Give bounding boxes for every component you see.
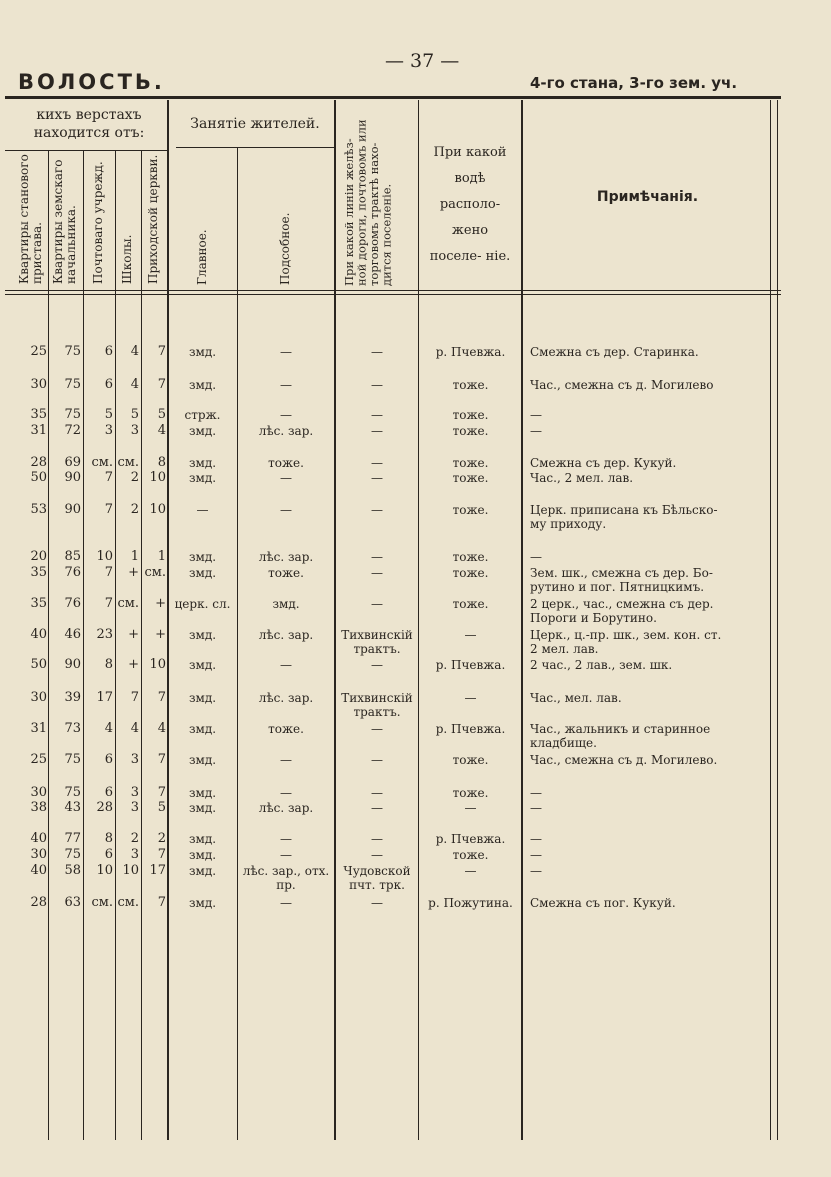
table-cell-note: — bbox=[530, 848, 542, 862]
col-line bbox=[141, 150, 142, 1140]
table-cell-main: церк. сл. bbox=[174, 597, 231, 611]
header-road: При какой линіи желѣз- ной дороги, почтовомъ или торговомъ трактѣ нахо- дится поселеніе. bbox=[342, 119, 394, 286]
header-church: Приходской церкви. bbox=[146, 154, 160, 284]
table-cell-c3: 17 bbox=[96, 690, 113, 705]
header-post: Почтоваго учрежд. bbox=[91, 161, 105, 284]
table-cell-water: — bbox=[464, 628, 477, 642]
table-cell-c3: 7 bbox=[104, 565, 113, 580]
table-cell-note: — bbox=[530, 864, 542, 878]
table-cell-c2: 63 bbox=[64, 895, 81, 910]
table-cell-note: Час., смежна съ д. Могилево bbox=[530, 378, 714, 392]
table-cell-c1: 53 bbox=[30, 502, 47, 517]
table-cell-c1: 50 bbox=[30, 657, 47, 672]
table-cell-water: тоже. bbox=[452, 456, 489, 470]
page-section-title: ВОЛОСТЬ. bbox=[18, 70, 165, 94]
table-cell-c4: 2 bbox=[130, 831, 139, 846]
table-cell-road: — bbox=[371, 378, 383, 392]
table-top-rule bbox=[5, 96, 781, 99]
table-cell-c1: 28 bbox=[30, 895, 47, 910]
table-cell-c1: 35 bbox=[30, 565, 47, 580]
table-cell-c4: + bbox=[128, 657, 139, 672]
table-cell-c3: см. bbox=[91, 455, 113, 470]
table-cell-c5: 7 bbox=[157, 344, 166, 359]
table-cell-road: — bbox=[371, 424, 383, 438]
col-line bbox=[115, 150, 116, 1140]
table-cell-c4: 10 bbox=[122, 863, 139, 878]
header-bottom-rule-2 bbox=[5, 294, 781, 295]
table-cell-sec: — bbox=[280, 658, 292, 672]
table-cell-water: р. Пчевжа. bbox=[435, 722, 506, 736]
table-cell-c3: 7 bbox=[104, 470, 113, 485]
header-water: При какой водѣ располо- жено поселе- ніе. bbox=[429, 145, 511, 264]
table-cell-c5: 7 bbox=[157, 847, 166, 862]
table-cell-sec: — bbox=[280, 753, 292, 767]
page-number: — 37 — bbox=[385, 50, 460, 72]
table-cell-road: — bbox=[371, 408, 383, 422]
table-cell-c2: 58 bbox=[64, 863, 81, 878]
table-cell-c4: 3 bbox=[130, 752, 139, 767]
table-cell-note: — bbox=[530, 550, 542, 564]
table-cell-note: Смежна съ пог. Кукуй. bbox=[530, 896, 676, 910]
header-occupation-group: Занятіе жителей. bbox=[190, 116, 320, 132]
table-cell-c3: 28 bbox=[96, 800, 113, 815]
header-distance-group: кихъ верстахъ находится отъ: bbox=[33, 107, 145, 141]
table-cell-sec: — bbox=[280, 832, 292, 846]
table-cell-c2: 43 bbox=[64, 800, 81, 815]
col-line bbox=[83, 150, 84, 1140]
table-cell-note: Час., 2 мел. лав. bbox=[530, 471, 634, 485]
table-cell-main: змд. bbox=[188, 832, 217, 846]
table-cell-c2: 73 bbox=[64, 721, 81, 736]
table-cell-c1: 35 bbox=[30, 596, 47, 611]
table-cell-c4: 3 bbox=[130, 847, 139, 862]
table-cell-c4: см. bbox=[117, 455, 139, 470]
table-cell-c5: 2 bbox=[157, 831, 166, 846]
table-cell-c1: 40 bbox=[30, 863, 47, 878]
table-cell-sec: тоже. bbox=[268, 456, 304, 470]
table-cell-c3: 6 bbox=[104, 752, 113, 767]
table-cell-main: змд. bbox=[188, 786, 217, 800]
table-cell-c2: 69 bbox=[64, 455, 81, 470]
occupation-group-rule bbox=[176, 147, 334, 148]
col-line bbox=[237, 148, 238, 1140]
table-cell-c4: 7 bbox=[130, 690, 139, 705]
table-cell-c4: 3 bbox=[130, 423, 139, 438]
table-cell-c2: 46 bbox=[64, 627, 81, 642]
table-cell-sec: тоже. bbox=[268, 722, 304, 736]
table-cell-c5: 8 bbox=[157, 455, 166, 470]
table-cell-main: змд. bbox=[188, 456, 217, 470]
table-cell-main: змд. bbox=[188, 722, 217, 736]
table-cell-sec: — bbox=[280, 896, 292, 910]
table-cell-note: 2 час., 2 лав., зем. шк. bbox=[530, 658, 673, 672]
header-notes: Примѣчанія. bbox=[596, 189, 699, 205]
table-cell-c5: 7 bbox=[157, 752, 166, 767]
table-cell-c5: + bbox=[155, 627, 166, 642]
table-cell-c3: 6 bbox=[104, 785, 113, 800]
col-line bbox=[48, 150, 49, 1140]
table-cell-c3: 10 bbox=[96, 863, 113, 878]
table-cell-c4: см. bbox=[117, 895, 139, 910]
table-cell-sec: — bbox=[280, 503, 292, 517]
table-cell-c2: 90 bbox=[64, 470, 81, 485]
header-main: Главное. bbox=[195, 229, 209, 285]
distance-group-rule bbox=[5, 150, 167, 151]
table-cell-c1: 30 bbox=[30, 377, 47, 392]
header-stanovoy: Квартиры станового пристава. bbox=[17, 154, 44, 284]
table-cell-road: — bbox=[371, 550, 383, 564]
table-cell-c4: + bbox=[128, 627, 139, 642]
table-cell-note: Зем. шк., смежна съ дер. Бо- рутино и пог. Пятницкимъ. bbox=[530, 566, 713, 594]
table-cell-c2: 75 bbox=[64, 344, 81, 359]
table-cell-road: — bbox=[371, 566, 383, 580]
table-cell-main: стрж. bbox=[184, 408, 221, 422]
table-cell-sec: — bbox=[280, 408, 292, 422]
table-cell-note: — bbox=[530, 408, 542, 422]
table-cell-water: р. Пожутина. bbox=[428, 896, 513, 910]
table-cell-c5: 1 bbox=[157, 549, 166, 564]
table-cell-water: — bbox=[464, 691, 477, 705]
table-cell-c3: 3 bbox=[104, 423, 113, 438]
table-cell-sec: лѣс. зар. bbox=[258, 691, 314, 705]
table-cell-road: — bbox=[371, 456, 383, 470]
table-cell-main: змд. bbox=[188, 848, 217, 862]
table-cell-c5: 10 bbox=[149, 470, 166, 485]
col-line bbox=[770, 100, 771, 1140]
table-cell-road: — bbox=[371, 848, 383, 862]
table-cell-note: Церк., ц.-пр. шк., зем. кон. ст. 2 мел. лав. bbox=[530, 628, 722, 656]
table-cell-water: тоже. bbox=[452, 848, 489, 862]
table-cell-c5: 7 bbox=[157, 377, 166, 392]
table-cell-c3: 7 bbox=[104, 502, 113, 517]
table-cell-c2: 76 bbox=[64, 565, 81, 580]
table-cell-c3: 6 bbox=[104, 847, 113, 862]
table-cell-note: Церк. приписана къ Бѣльско- му приходу. bbox=[530, 503, 718, 531]
table-cell-note: — bbox=[530, 832, 542, 846]
col-line bbox=[167, 100, 169, 1140]
table-cell-main: змд. bbox=[188, 753, 217, 767]
table-cell-road: — bbox=[371, 503, 383, 517]
table-cell-c5: 7 bbox=[157, 895, 166, 910]
table-cell-c2: 85 bbox=[64, 549, 81, 564]
table-cell-main: змд. bbox=[188, 550, 217, 564]
table-cell-main: — bbox=[196, 503, 209, 517]
table-cell-c2: 90 bbox=[64, 657, 81, 672]
table-cell-sec: змд. bbox=[272, 597, 300, 611]
table-cell-road: — bbox=[371, 658, 383, 672]
page-district-title: 4-го стана, 3-го зем. уч. bbox=[530, 74, 738, 92]
table-cell-road: — bbox=[371, 753, 383, 767]
table-cell-c2: 72 bbox=[64, 423, 81, 438]
table-cell-note: Час., жальникъ и старинное кладбище. bbox=[530, 722, 711, 750]
table-cell-main: змд. bbox=[188, 864, 217, 878]
table-cell-water: — bbox=[464, 864, 477, 878]
table-cell-c2: 75 bbox=[64, 785, 81, 800]
table-cell-c3: 23 bbox=[96, 627, 113, 642]
col-line bbox=[418, 100, 419, 1140]
table-cell-main: змд. bbox=[188, 566, 217, 580]
col-line bbox=[334, 100, 336, 1140]
table-cell-c4: + bbox=[128, 565, 139, 580]
table-cell-note: Час., смежна съ д. Могилево. bbox=[530, 753, 718, 767]
table-cell-water: тоже. bbox=[452, 408, 489, 422]
table-cell-water: тоже. bbox=[452, 753, 489, 767]
table-cell-c1: 31 bbox=[30, 721, 47, 736]
table-cell-c4: 1 bbox=[130, 549, 139, 564]
table-cell-c3: 6 bbox=[104, 377, 113, 392]
table-cell-c4: 2 bbox=[130, 470, 139, 485]
table-cell-c5: 10 bbox=[149, 502, 166, 517]
table-cell-c2: 77 bbox=[64, 831, 81, 846]
table-cell-road: Тихвинскій трактъ. bbox=[341, 628, 413, 656]
table-cell-c2: 75 bbox=[64, 377, 81, 392]
table-cell-c1: 30 bbox=[30, 690, 47, 705]
table-cell-c2: 39 bbox=[64, 690, 81, 705]
table-cell-sec: лѣс. зар. bbox=[258, 628, 314, 642]
table-cell-road: — bbox=[371, 471, 383, 485]
table-cell-c3: 10 bbox=[96, 549, 113, 564]
table-cell-water: тоже. bbox=[452, 378, 489, 392]
table-cell-c4: 5 bbox=[130, 407, 139, 422]
table-cell-road: Чудовской пчт. трк. bbox=[343, 864, 411, 892]
table-cell-road: — bbox=[371, 597, 383, 611]
header-zemsky: Квартиры земскаго начальника. bbox=[51, 159, 78, 284]
table-cell-c5: 5 bbox=[157, 407, 166, 422]
table-cell-road: — bbox=[371, 801, 383, 815]
table-cell-road: — bbox=[371, 832, 383, 846]
col-line bbox=[521, 100, 523, 1140]
table-cell-c1: 25 bbox=[30, 344, 47, 359]
table-cell-sec: тоже. bbox=[268, 566, 304, 580]
table-cell-c3: 7 bbox=[104, 596, 113, 611]
table-cell-c5: 7 bbox=[157, 785, 166, 800]
table-cell-c3: 8 bbox=[104, 831, 113, 846]
table-cell-road: Тихвинскій трактъ. bbox=[341, 691, 413, 719]
table-cell-main: змд. bbox=[188, 378, 217, 392]
table-cell-main: змд. bbox=[188, 628, 217, 642]
table-cell-water: тоже. bbox=[452, 786, 489, 800]
table-cell-c1: 50 bbox=[30, 470, 47, 485]
table-cell-sec: — bbox=[280, 786, 292, 800]
table-cell-sec: лѣс. зар. bbox=[258, 424, 314, 438]
table-cell-c5: 17 bbox=[149, 863, 166, 878]
table-cell-c4: 4 bbox=[130, 721, 139, 736]
table-cell-c1: 40 bbox=[30, 831, 47, 846]
table-cell-c2: 75 bbox=[64, 847, 81, 862]
col-line bbox=[777, 100, 778, 1140]
table-cell-note: Час., мел. лав. bbox=[530, 691, 622, 705]
table-cell-main: змд. bbox=[188, 345, 217, 359]
table-cell-c1: 30 bbox=[30, 847, 47, 862]
table-cell-road: — bbox=[371, 722, 383, 736]
table-cell-c3: 4 bbox=[104, 721, 113, 736]
table-cell-main: змд. bbox=[188, 896, 217, 910]
table-cell-c1: 38 bbox=[30, 800, 47, 815]
table-cell-main: змд. bbox=[188, 471, 217, 485]
table-cell-sec: лѣс. зар. bbox=[258, 801, 314, 815]
table-cell-main: змд. bbox=[188, 658, 217, 672]
table-cell-c5: 7 bbox=[157, 690, 166, 705]
table-cell-c1: 25 bbox=[30, 752, 47, 767]
table-cell-note: Смежна съ дер. Старинка. bbox=[530, 345, 699, 359]
table-cell-water: тоже. bbox=[452, 424, 489, 438]
table-cell-water: тоже. bbox=[452, 471, 489, 485]
table-cell-water: р. Пчевжа. bbox=[435, 658, 506, 672]
header-school: Школы. bbox=[120, 234, 134, 284]
table-cell-c4: 4 bbox=[130, 344, 139, 359]
table-cell-water: тоже. bbox=[452, 550, 489, 564]
table-cell-sec: лѣс. зар., отх. пр. bbox=[242, 864, 330, 892]
table-cell-c1: 40 bbox=[30, 627, 47, 642]
table-cell-c2: 76 bbox=[64, 596, 81, 611]
table-cell-c3: см. bbox=[91, 895, 113, 910]
header-secondary: Подсобное. bbox=[278, 212, 292, 285]
table-cell-water: — bbox=[464, 801, 477, 815]
table-cell-note: — bbox=[530, 424, 542, 438]
table-cell-c4: 4 bbox=[130, 377, 139, 392]
table-cell-c1: 35 bbox=[30, 407, 47, 422]
table-cell-water: р. Пчевжа. bbox=[435, 832, 506, 846]
table-cell-c1: 20 bbox=[30, 549, 47, 564]
table-cell-c5: 4 bbox=[157, 423, 166, 438]
table-cell-road: — bbox=[371, 896, 383, 910]
table-cell-c4: 2 bbox=[130, 502, 139, 517]
table-cell-c2: 75 bbox=[64, 752, 81, 767]
table-cell-c5: 4 bbox=[157, 721, 166, 736]
table-cell-main: змд. bbox=[188, 691, 217, 705]
table-cell-note: 2 церк., час., смежна съ дер. Пороги и Борутино. bbox=[530, 597, 714, 625]
table-cell-c1: 31 bbox=[30, 423, 47, 438]
table-cell-sec: — bbox=[280, 345, 292, 359]
table-cell-c5: см. bbox=[144, 565, 166, 580]
table-cell-water: тоже. bbox=[452, 597, 489, 611]
header-bottom-rule bbox=[5, 290, 781, 291]
table-cell-note: — bbox=[530, 786, 542, 800]
table-cell-c4: см. bbox=[117, 596, 139, 611]
table-cell-c5: 5 bbox=[157, 800, 166, 815]
table-cell-sec: — bbox=[280, 848, 292, 862]
table-cell-sec: — bbox=[280, 471, 292, 485]
table-cell-c1: 30 bbox=[30, 785, 47, 800]
table-cell-c1: 28 bbox=[30, 455, 47, 470]
table-cell-water: тоже. bbox=[452, 566, 489, 580]
table-cell-sec: лѣс. зар. bbox=[258, 550, 314, 564]
table-cell-main: змд. bbox=[188, 424, 217, 438]
table-cell-note: — bbox=[530, 801, 542, 815]
table-cell-sec: — bbox=[280, 378, 292, 392]
table-cell-main: змд. bbox=[188, 801, 217, 815]
table-cell-c4: 3 bbox=[130, 800, 139, 815]
table-cell-c2: 90 bbox=[64, 502, 81, 517]
table-cell-c5: 10 bbox=[149, 657, 166, 672]
table-cell-road: — bbox=[371, 786, 383, 800]
table-cell-water: р. Пчевжа. bbox=[435, 345, 506, 359]
table-cell-c3: 8 bbox=[104, 657, 113, 672]
table-cell-c5: + bbox=[155, 596, 166, 611]
table-cell-c4: 3 bbox=[130, 785, 139, 800]
table-cell-note: Смежна съ дер. Кукуй. bbox=[530, 456, 677, 470]
table-cell-road: — bbox=[371, 345, 383, 359]
table-cell-c2: 75 bbox=[64, 407, 81, 422]
table-cell-water: тоже. bbox=[452, 503, 489, 517]
table-cell-c3: 6 bbox=[104, 344, 113, 359]
table-cell-c3: 5 bbox=[104, 407, 113, 422]
